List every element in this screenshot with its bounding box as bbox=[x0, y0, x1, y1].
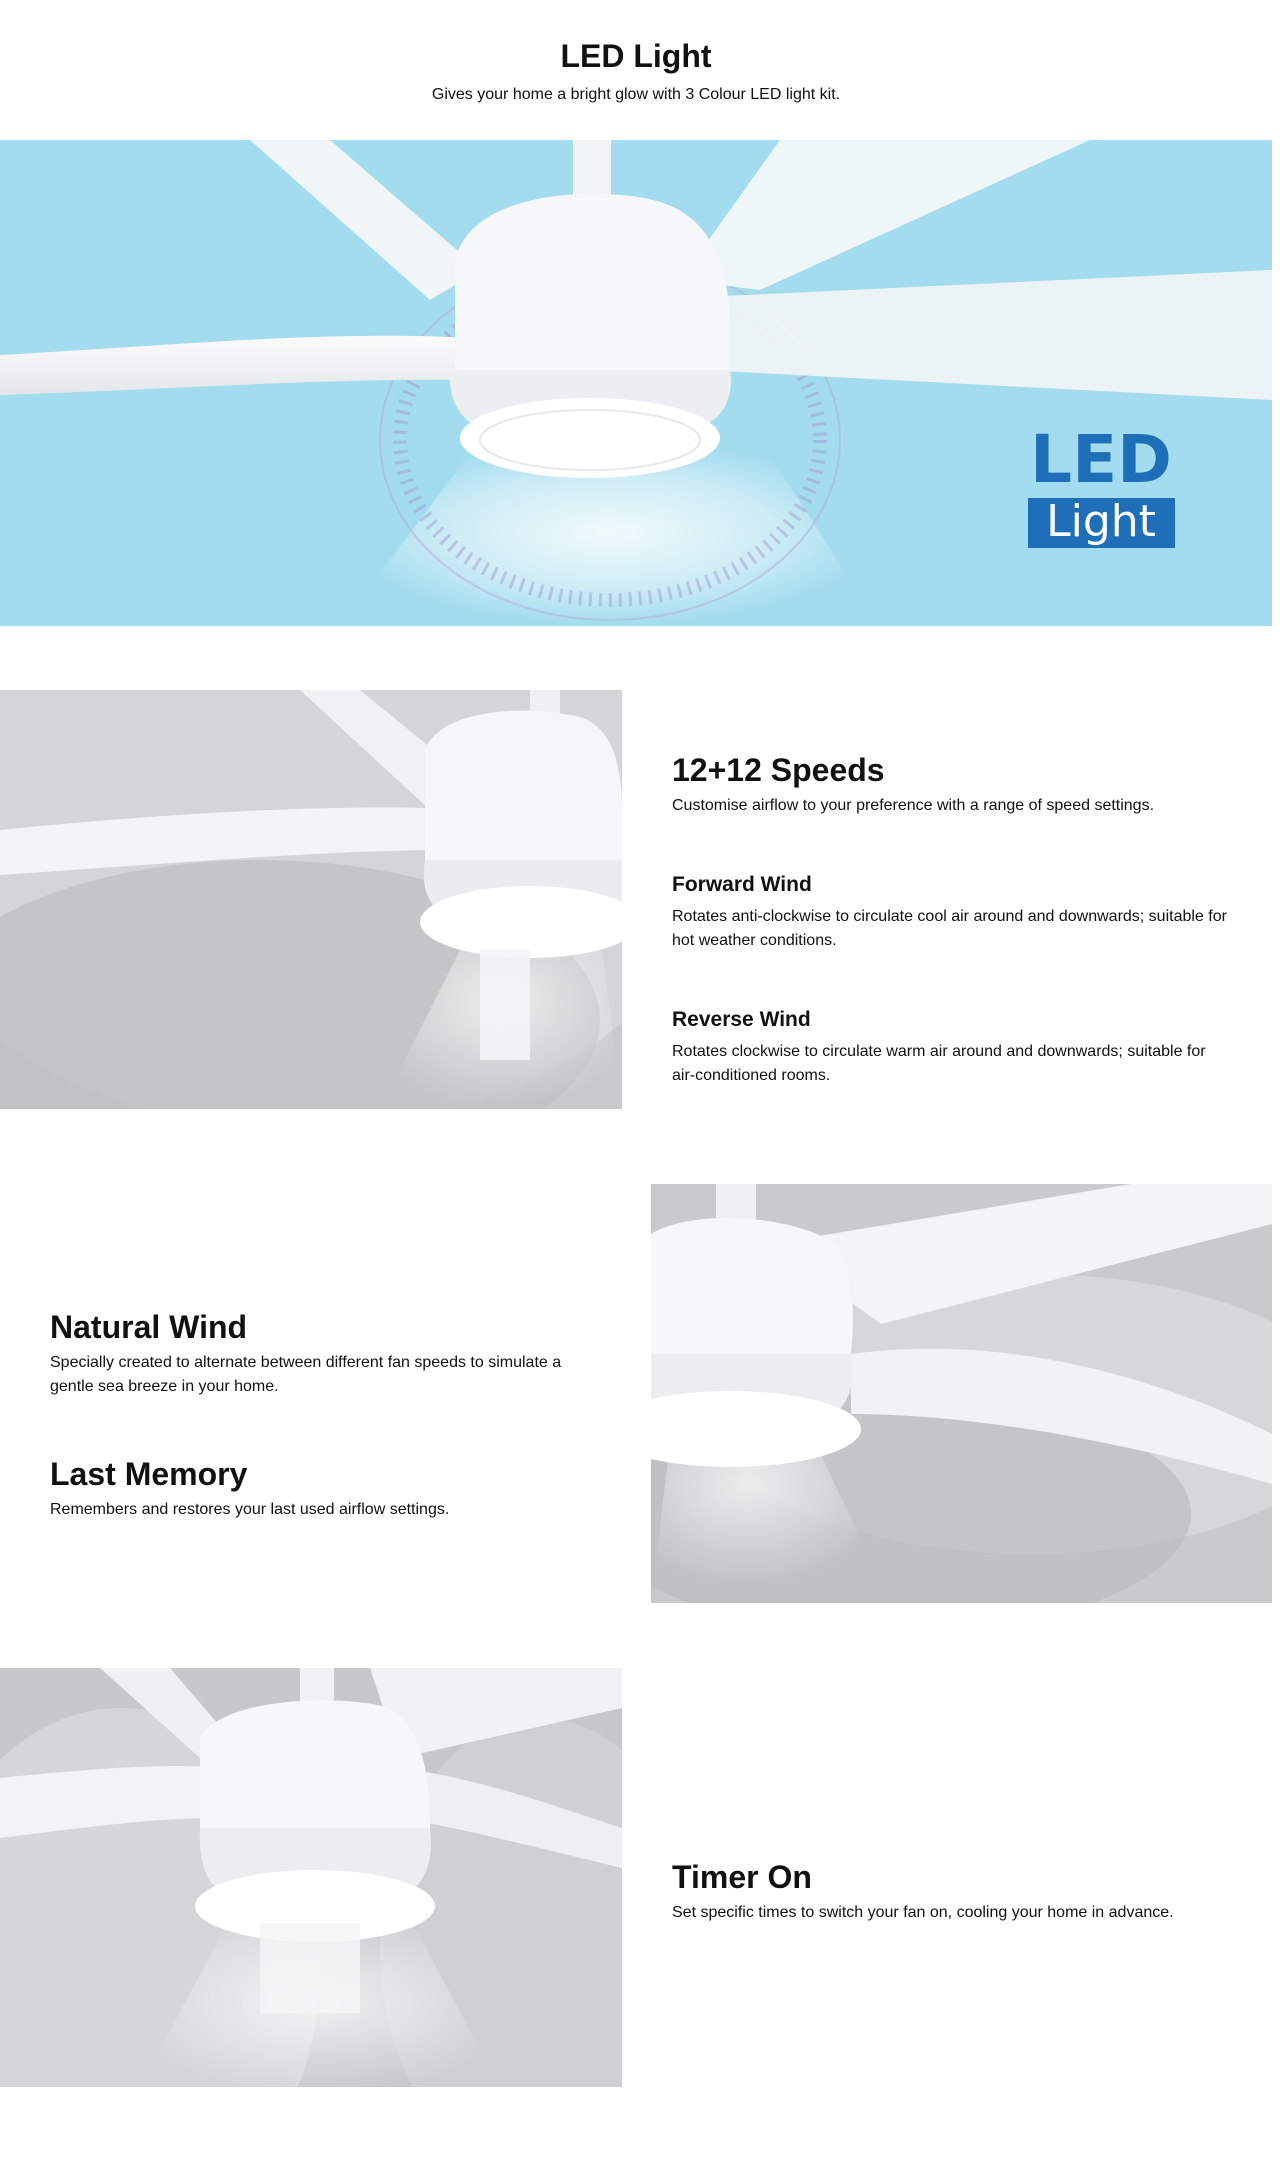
forward-wind-title: Forward Wind bbox=[672, 873, 812, 896]
natural-wind-fan-image bbox=[651, 1184, 1272, 1603]
natural-wind-description-line2: gentle sea breeze in your home. bbox=[50, 1378, 279, 1395]
timer-on-description: Set specific times to switch your fan on, cooling your home in advance. bbox=[672, 1904, 1174, 1921]
reverse-wind-description-line2: air-conditioned rooms. bbox=[672, 1067, 831, 1084]
led-light-subtitle: Gives your home a bright glow with 3 Colour LED light kit. bbox=[431, 86, 841, 103]
forward-wind-description-line2: hot weather conditions. bbox=[672, 932, 837, 949]
last-memory-title: Last Memory bbox=[50, 1456, 248, 1492]
natural-wind-title: Natural Wind bbox=[50, 1309, 248, 1345]
timer-on-title: Timer On bbox=[672, 1859, 812, 1895]
forward-wind-description-line1: Rotates anti-clockwise to circulate cool air around and downwards; suitable for bbox=[672, 908, 1227, 925]
reverse-wind-title: Reverse Wind bbox=[672, 1008, 811, 1031]
led-badge-bottom-text: Light bbox=[1046, 496, 1156, 547]
led-badge-top-text: LED bbox=[1030, 421, 1172, 498]
speeds-description: Customise airflow to your preference with a range of speed settings. bbox=[672, 797, 1155, 814]
last-memory-description: Remembers and restores your last used airflow settings. bbox=[50, 1501, 450, 1518]
speeds-title: 12+12 Speeds bbox=[672, 752, 885, 788]
natural-wind-description-line1: Specially created to alternate between different fan speeds to simulate a bbox=[50, 1354, 562, 1371]
led-light-banner-image bbox=[0, 140, 1272, 626]
led-light-title: LED Light bbox=[560, 38, 712, 74]
reverse-wind-description-line1: Rotates clockwise to circulate warm air around and downwards; suitable for bbox=[672, 1043, 1206, 1060]
timer-fan-image bbox=[0, 1668, 622, 2087]
speeds-fan-image bbox=[0, 690, 622, 1109]
